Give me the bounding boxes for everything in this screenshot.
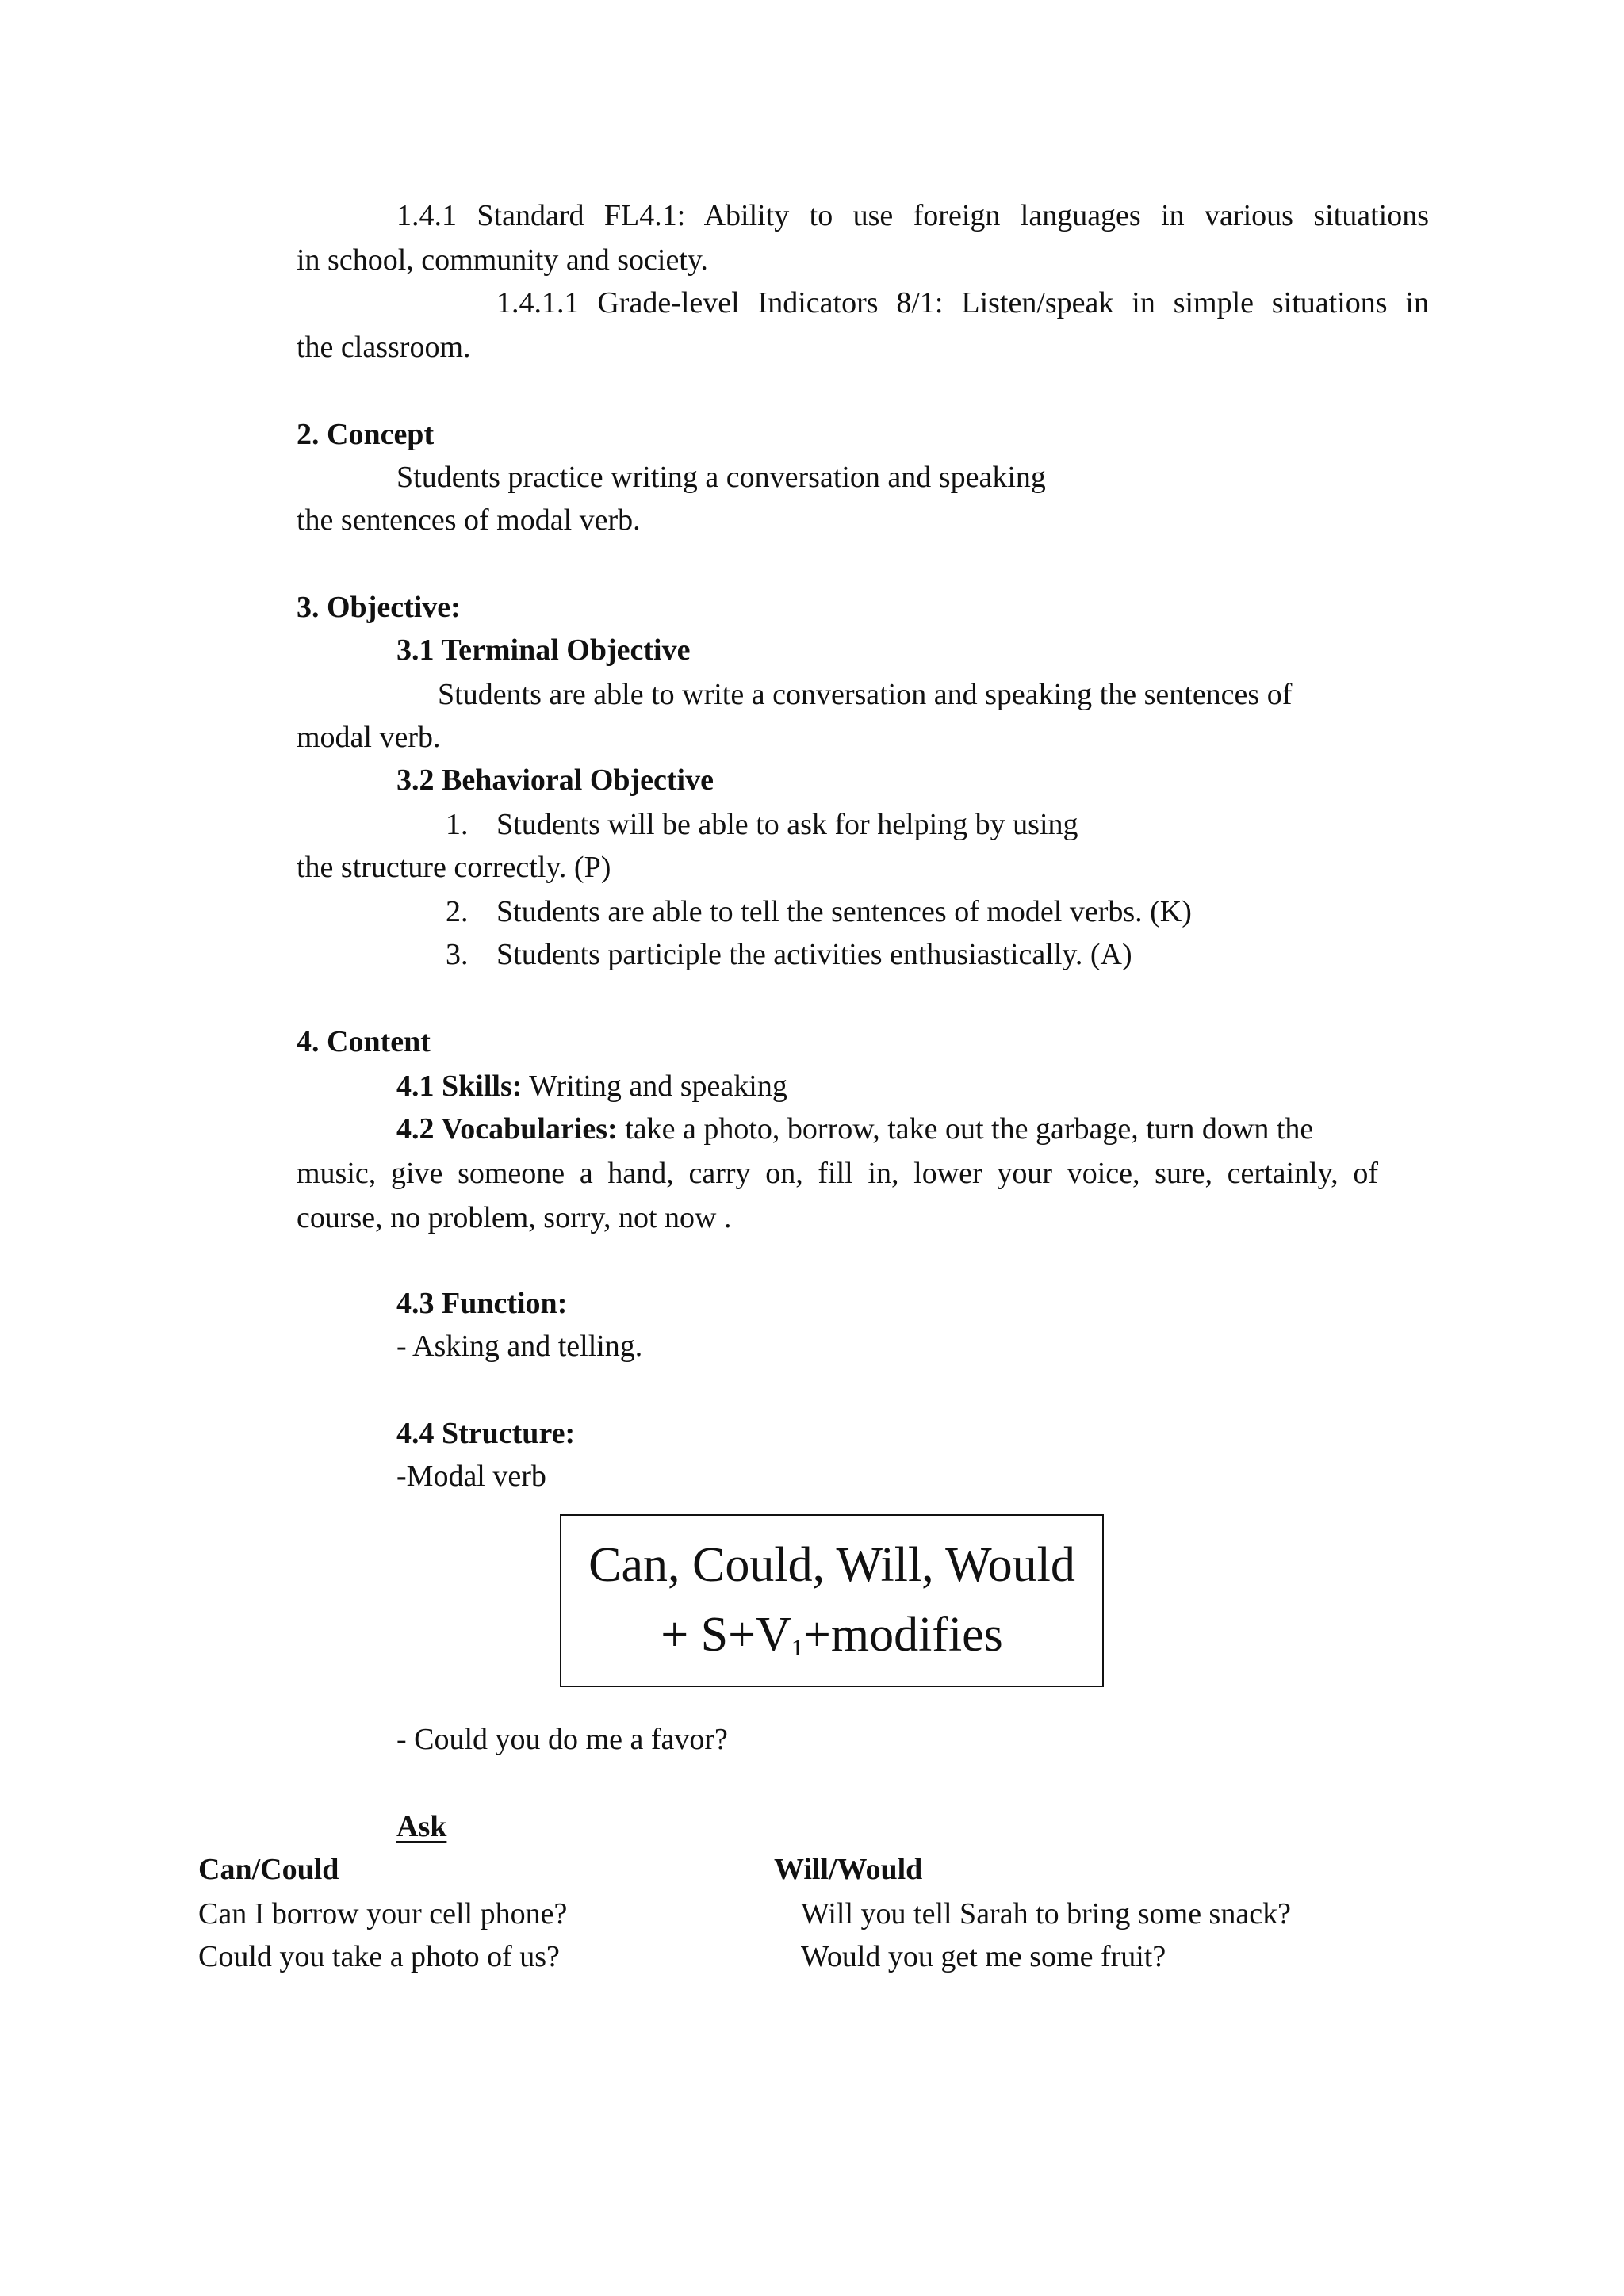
terminal-objective-line-2: modal verb.	[297, 721, 441, 754]
indicator-line-2: the classroom.	[297, 331, 471, 364]
skills-line	[396, 1067, 787, 1105]
vocabularies-line-2: music, give someone a hand, carry on, fill in, lower your voice, sure, certainly, of	[297, 1157, 1378, 1190]
can-could-example-2: Could you take a photo of us?	[198, 1940, 560, 1973]
behavioral-item-3-number: 3.	[446, 938, 469, 971]
formula-line-2	[561, 1600, 1102, 1683]
concept-line-1: Students practice writing a conversation and speaking	[396, 461, 1046, 494]
structure-heading: 4.4 Structure:	[396, 1417, 576, 1450]
vocabularies-line-1	[396, 1110, 1313, 1148]
behavioral-item-1-continuation: the structure correctly. (P)	[297, 851, 611, 884]
standard-line-2: in school, community and society.	[297, 243, 708, 277]
vocabularies-line-3: course, no problem, sorry, not now .	[297, 1201, 732, 1234]
terminal-objective-line-1: Students are able to write a conversation and speaking the sentences of	[438, 678, 1293, 711]
example-sentence: - Could you do me a favor?	[396, 1723, 728, 1756]
function-heading: 4.3 Function:	[396, 1287, 568, 1320]
can-could-heading: Can/Could	[198, 1853, 339, 1886]
structure-value	[396, 1457, 546, 1495]
behavioral-item-2-number: 2.	[446, 895, 469, 928]
will-would-example-1: Will you tell Sarah to bring some snack?	[801, 1897, 1291, 1931]
concept-heading: 2. Concept	[297, 418, 435, 451]
concept-line-2: the sentences of modal verb.	[297, 503, 641, 537]
can-could-example-1: Can I borrow your cell phone?	[198, 1897, 568, 1931]
behavioral-objective-heading: 3.2 Behavioral Objective	[396, 763, 714, 797]
terminal-objective-heading: 3.1 Terminal Objective	[396, 633, 691, 667]
objective-heading: 3. Objective:	[297, 591, 461, 624]
skills-value: Writing and speaking	[522, 1070, 787, 1103]
ask-heading: Ask	[396, 1810, 447, 1843]
vocabularies-value-1: take a photo, borrow, take out the garbage, turn down the	[617, 1112, 1314, 1146]
formula-suffix: +modifies	[802, 1608, 1003, 1662]
behavioral-item-1-number: 1.	[446, 808, 469, 841]
indicator-line-1: 1.4.1.1 Grade-level Indicators 8/1: Listen/speak in simple situations in	[496, 286, 1429, 320]
vocabularies-label: 4.2 Vocabularies:	[396, 1112, 618, 1146]
structure-dash: -	[396, 1460, 407, 1493]
formula-subscript: 1	[791, 1635, 803, 1661]
will-would-heading: Will/Would	[774, 1853, 923, 1886]
content-heading: 4. Content	[297, 1025, 431, 1058]
behavioral-item-2-text: Students are able to tell the sentences of model verbs. (K)	[496, 895, 1192, 928]
structure-text: Modal verb	[406, 1460, 546, 1493]
behavioral-item-1-text: Students will be able to ask for helping by using	[496, 808, 1078, 841]
formula-prefix: + S+V	[661, 1608, 791, 1662]
standard-line-1: 1.4.1 Standard FL4.1: Ability to use foreign languages in various situations	[396, 199, 1429, 232]
will-would-example-2: Would you get me some fruit?	[801, 1940, 1166, 1973]
formula-line-1: Can, Could, Will, Would	[588, 1538, 1075, 1592]
modal-verb-formula-box	[560, 1514, 1104, 1687]
behavioral-item-3-text: Students participle the activities enthusiastically. (A)	[496, 938, 1132, 971]
function-value: - Asking and telling.	[396, 1330, 643, 1363]
skills-label: 4.1 Skills:	[396, 1070, 523, 1103]
